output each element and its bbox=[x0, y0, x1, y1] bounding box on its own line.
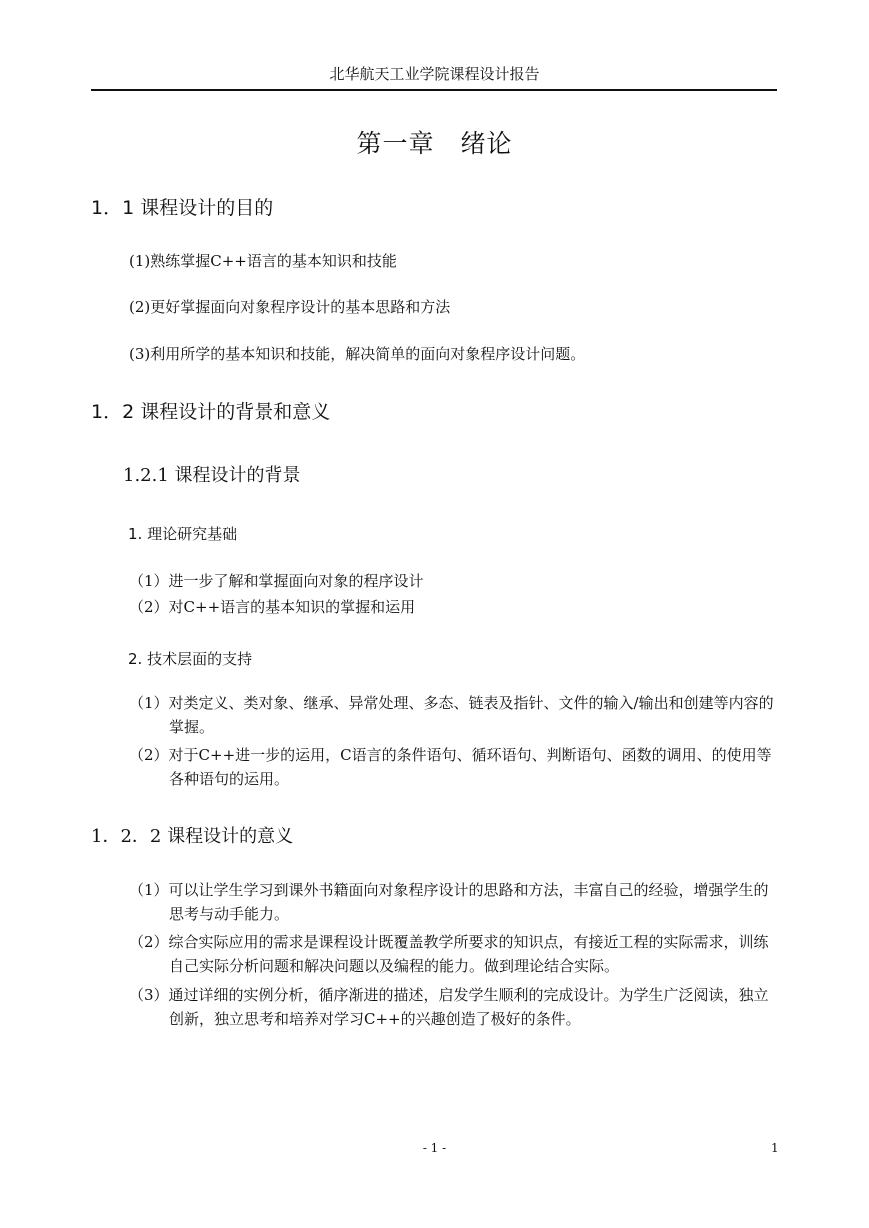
header-rule bbox=[91, 89, 777, 91]
list-item: （1）对类定义、类对象、继承、异常处理、多态、链表及指针、文件的输入/输出和创建等内容的掌握。 bbox=[129, 694, 774, 736]
section-heading-1-2: 1．2 课程设计的背景和意义 bbox=[91, 401, 331, 423]
list-item: （3）通过详细的实例分析，循序渐进的描述，启发学生顺利的完成设计。为学生广泛阅读，独立创新，独立思考和培养对学习C++的兴趣创造了极好的条件。 bbox=[129, 986, 769, 1028]
section-heading-1-1: 1．1 课程设计的目的 bbox=[91, 197, 274, 219]
part-heading-theory: 1. 理论研究基础 bbox=[128, 525, 238, 543]
list-item: (3)利用所学的基本知识和技能，解决简单的面向对象程序设计问题。 bbox=[129, 345, 586, 363]
chapter-title: 第一章 绪论 bbox=[356, 129, 513, 158]
list-item: （2）综合实际应用的需求是课程设计既覆盖教学所要求的知识点，有接近工程的实际需求，训练自己实际分析问题和解决问题以及编程的能力。做到理论结合实际。 bbox=[129, 933, 769, 975]
list-item: （2）对于C++进一步的运用，C语言的条件语句、循环语句、判断语句、函数的调用、的使用等各种语句的运用。 bbox=[129, 746, 772, 788]
subsection-heading-1-2-2: 1．2．2 课程设计的意义 bbox=[91, 826, 294, 847]
part-heading-technology: 2. 技术层面的支持 bbox=[128, 650, 253, 668]
list-item: （2）对C++语言的基本知识的掌握和运用 bbox=[129, 598, 416, 616]
list-item: (2)更好掌握面向对象程序设计的基本思路和方法 bbox=[129, 298, 451, 316]
list-item: (1)熟练掌握C++语言的基本知识和技能 bbox=[129, 252, 397, 270]
page-number: 1 bbox=[771, 1141, 779, 1155]
page-label: - 1 - bbox=[422, 1141, 447, 1155]
page-header: 北华航天工业学院课程设计报告 bbox=[329, 65, 540, 83]
subsection-heading-1-2-1: 1.2.1 课程设计的背景 bbox=[123, 465, 301, 486]
list-item: （1）可以让学生学习到课外书籍面向对象程序设计的思路和方法，丰富自己的经验，增强学生的思考与动手能力。 bbox=[129, 881, 769, 923]
list-item: （1）进一步了解和掌握面向对象的程序设计 bbox=[129, 572, 424, 590]
